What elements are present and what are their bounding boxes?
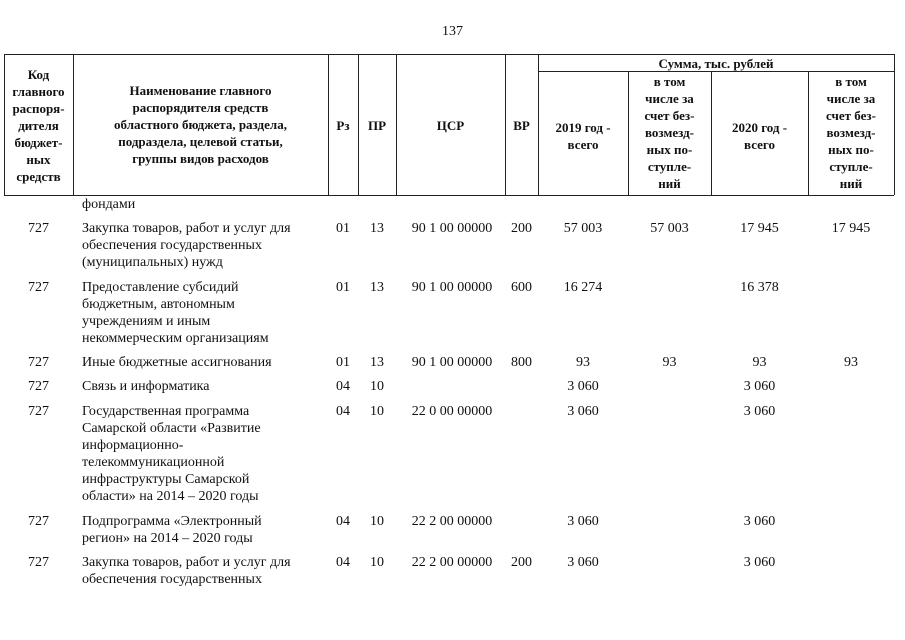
row-csr: 22 2 00 00000 [411,555,493,570]
row-2020-free: 93 [844,355,858,370]
row-rz: 04 [336,514,350,529]
row-rz: 01 [336,280,350,295]
row-2019-free: 93 [662,355,677,370]
row-code: 727 [28,514,49,529]
row-pr: 13 [370,280,384,295]
header-bottom-border [4,195,894,196]
header-2019-total: 2019 год - всего [555,120,611,152]
row-name: Закупка товаров, работ и услуг для обеспечения государственных [82,555,291,587]
row-code: 727 [28,555,49,570]
row-pr: 10 [370,555,384,570]
row-2019-total: 3 060 [567,555,599,570]
row-name: Иные бюджетные ассигнования [82,355,272,370]
row-rz: 04 [336,404,350,419]
row-vr: 600 [511,280,532,295]
row-2019-total: 16 274 [563,280,603,295]
row-2020-total: 3 060 [743,514,776,529]
row-2019-total: 3 060 [567,379,599,394]
row-rz: 04 [336,555,350,570]
header-rz: Рз [336,118,350,133]
row-2019-total: 93 [576,355,590,370]
row-csr: 22 0 00 00000 [411,404,493,419]
row-name: Подпрограмма «Электронный регион» на 2014 – 2020 годы [82,514,262,546]
page-number: 137 [442,24,463,39]
row-2020-total: 3 060 [743,379,776,394]
row-vr: 800 [511,355,532,370]
row-vr: 200 [511,555,532,570]
row-2020-total: 93 [752,355,767,370]
row-2019-total: 3 060 [567,404,599,419]
row-rz: 01 [336,221,350,236]
row-2019-free: 57 003 [650,221,689,236]
header-csr: ЦСР [436,118,465,133]
header-2019-free: в том числе за счет без- возмезд- ных по- ступле- ний [644,74,695,191]
row-csr: 90 1 00 00000 [411,221,493,236]
row-rz: 04 [336,379,350,394]
row-2020-total: 16 378 [740,280,779,295]
continuation-text: фондами [82,197,136,212]
row-name: Закупка товаров, работ и услуг для обеспечения государственных (муниципальных) нужд [82,221,291,270]
row-code: 727 [28,280,49,295]
row-2020-total: 17 945 [740,221,779,236]
row-2020-free: 17 945 [831,221,871,236]
row-name: Предоставление субсидий бюджетным, автономным учреждениям и иным некоммерческим организациям [82,280,269,346]
row-pr: 13 [370,221,384,236]
row-name: Связь и информатика [82,379,210,394]
row-code: 727 [28,221,49,236]
row-code: 727 [28,379,49,394]
header-2020-free: в том числе за счет без- возмезд- ных по- ступле- ний [826,74,876,191]
row-2020-total: 3 060 [743,404,776,419]
row-rz: 01 [336,355,350,370]
row-pr: 10 [370,404,384,419]
row-2019-total: 57 003 [563,221,603,236]
row-pr: 10 [370,514,384,529]
row-csr: 90 1 00 00000 [411,355,493,370]
header-pr: ПР [367,118,387,133]
row-code: 727 [28,355,49,370]
row-vr: 200 [511,221,532,236]
header-vr: ВР [513,118,530,133]
row-code: 727 [28,404,49,419]
col-border [894,54,895,195]
row-name: Государственная программа Самарской области «Развитие информационно-телекоммуникационной инфраструктуры Самарской области» на 2014 – 2020 годы [82,404,261,504]
row-2020-total: 3 060 [743,555,776,570]
header-sum-group: Сумма, тыс. рублей [658,56,774,71]
row-2019-total: 3 060 [567,514,599,529]
header-2020-total: 2020 год - всего [731,120,788,152]
row-csr: 90 1 00 00000 [411,280,493,295]
row-pr: 13 [370,355,384,370]
header-code: Код главного распоря- дителя бюджет- ных средств [12,67,65,184]
row-csr: 22 2 00 00000 [411,514,493,529]
header-name: Наименование главного распорядителя средств областного бюджета, раздела, подраздела, целевой статьи, группы видов расходов [114,83,287,166]
row-pr: 10 [370,379,384,394]
